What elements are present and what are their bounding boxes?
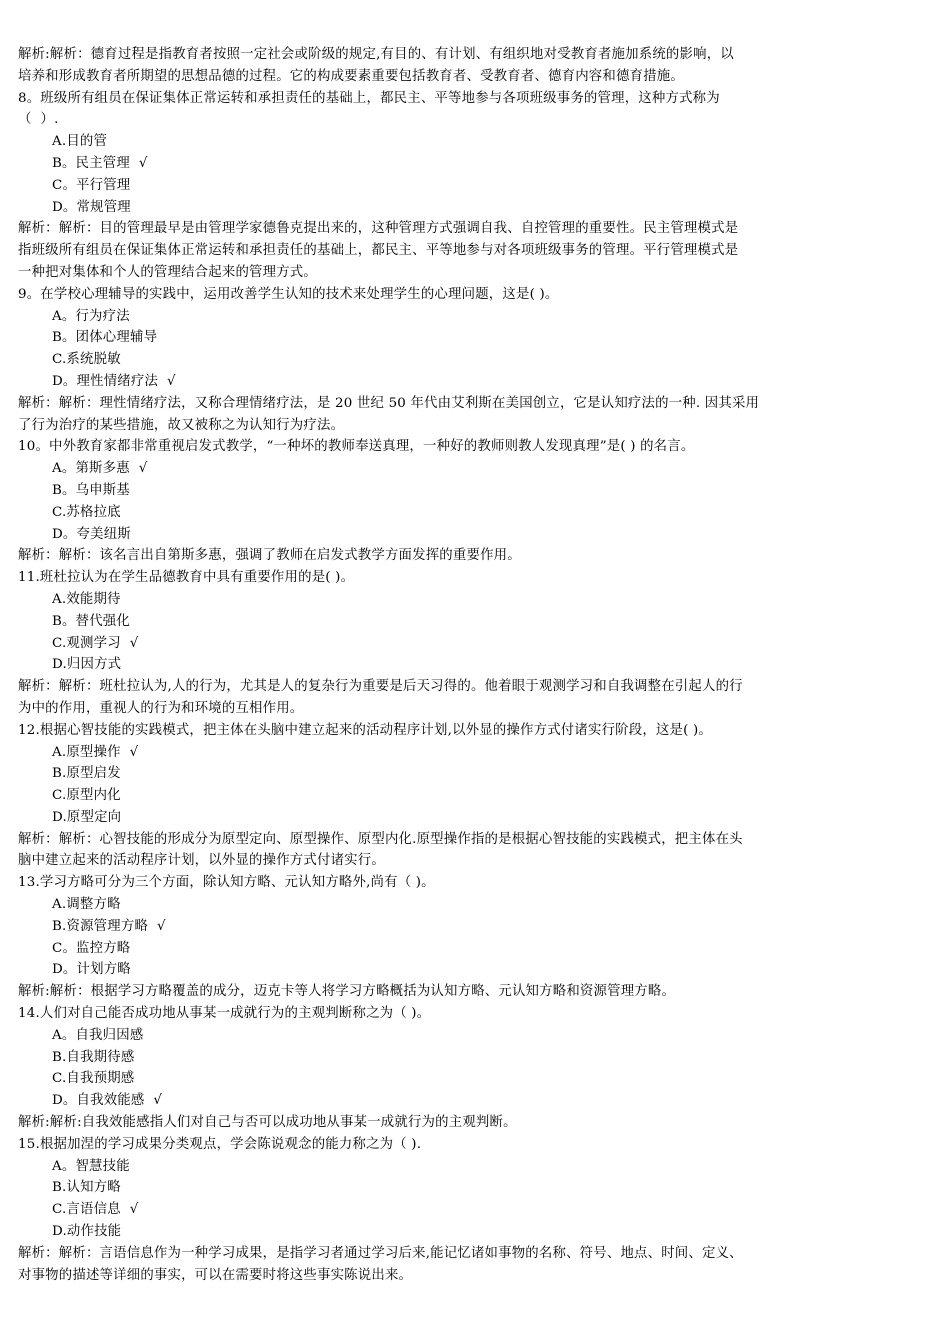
answer-option: C.系统脱敏 <box>52 352 121 368</box>
analysis-text: 培养和形成教育者所期望的思想品德的过程。它的构成要素重要包括教育者、受教育者、德育内容和德育措施。 <box>18 68 684 84</box>
answer-option: A.调整方略 <box>52 897 121 913</box>
analysis-text: 解析：解析：该名言出自第斯多惠，强调了教师在启发式教学方面发挥的重要作用。 <box>18 548 521 564</box>
question-text: 13.学习方略可分为三个方面，除认知方略、元认知方略外,尚有（ )。 <box>18 875 435 891</box>
answer-option: C.原型内化 <box>52 788 121 804</box>
answer-option: B.认知方略 <box>52 1180 121 1196</box>
question-text: 10。中外教育家都非常重视启发式教学，“一种坏的教师奉送真理，一种好的教师则教人发现真理”是( ) 的名言。 <box>18 439 695 455</box>
analysis-text: 解析：解析：心智技能的形成分为原型定向、原型操作、原型内化.原型操作指的是根据心智技能的实践模式，把主体在头 <box>18 831 743 847</box>
answer-option: D。常规管理 <box>52 199 131 215</box>
analysis-text: 为中的作用，重视人的行为和环境的互相作用。 <box>18 700 304 716</box>
answer-option: C.自我预期感 <box>52 1071 135 1087</box>
question-text: 8。班级所有组员在保证集体正常运转和承担责任的基础上，都民主、平等地参与各项班级事务的管理，这种方式称为 <box>18 90 720 106</box>
answer-option: A。第斯多惠 √ <box>52 461 148 477</box>
answer-option: C。平行管理 <box>52 177 131 193</box>
question-text: 9。在学校心理辅导的实践中，运用改善学生认知的技术来处理学生的心理问题，这是( )。 <box>18 286 559 302</box>
answer-option: D。自我效能感 √ <box>52 1093 163 1109</box>
answer-option: D。计划方略 <box>52 962 131 978</box>
analysis-text: 解析：解析：班杜拉认为,人的行为，尤其是人的复杂行为重要是后天习得的。他着眼于观测学习和自我调整在引起人的行 <box>18 679 743 695</box>
question-text: 11.班杜拉认为在学生品德教育中具有重要作用的是( )。 <box>18 570 355 586</box>
answer-option: A.目的管 <box>52 134 108 150</box>
document-body <box>18 44 918 1286</box>
question-text: 12.根据心智技能的实践模式，把主体在头脑中建立起来的活动程序计划,以外显的操作方式付诸实行阶段，这是( )。 <box>18 722 713 738</box>
answer-option: B.自我期待感 <box>52 1049 135 1065</box>
question-text: 15.根据加涅的学习成果分类观点，学会陈说观念的能力称之为（ ). <box>18 1136 422 1152</box>
answer-option: B。替代强化 <box>52 613 130 629</box>
answer-option: C.观测学习 √ <box>52 635 139 651</box>
analysis-text: 了行为治疗的某些措施，故又被称之为认知行为疗法。 <box>18 417 345 433</box>
analysis-text: 一种把对集体和个人的管理结合起来的管理方式。 <box>18 264 317 280</box>
answer-option: A.原型操作 √ <box>52 744 139 760</box>
analysis-text: 解析:解析:自我效能感指人们对自己与否可以成功地从事某一成就行为的主观判断。 <box>18 1115 517 1131</box>
answer-option: A。行为疗法 <box>52 308 130 324</box>
analysis-text: 解析：解析：理性情绪疗法，又称合理情绪疗法，是 20 世纪 50 年代由艾利斯在美国创立，它是认知疗法的一种. 因其采用 <box>18 395 760 411</box>
analysis-text: 指班级所有组员在保证集体正常运转和承担责任的基础上，都民主、平等地参与对各项班级事务的管理。平行管理模式是 <box>18 243 739 259</box>
analysis-text: 脑中建立起来的活动程序计划，以外显的操作方式付诸实行。 <box>18 853 385 869</box>
answer-option: D.动作技能 <box>52 1224 122 1240</box>
answer-option: D.归因方式 <box>52 657 122 673</box>
answer-option: A.效能期待 <box>52 591 121 607</box>
answer-option: B。民主管理 √ <box>52 155 148 171</box>
answer-option: C。监控方略 <box>52 940 131 956</box>
answer-option: D。理性情绪疗法 √ <box>52 373 176 389</box>
question-text: 14.人们对自己能否成功地从事某一成就行为的主观判断称之为（ )。 <box>18 1006 431 1022</box>
answer-option: A。智慧技能 <box>52 1158 130 1174</box>
answer-option: C.言语信息 √ <box>52 1202 139 1218</box>
answer-option: B.原型启发 <box>52 766 121 782</box>
analysis-text: 解析：解析：目的管理最早是由管理学家德鲁克提出来的，这种管理方式强调自我、自控管理的重要性。民主管理模式是 <box>18 221 739 237</box>
answer-option: D。夸美纽斯 <box>52 526 131 542</box>
analysis-text: 对事物的描述等详细的事实，可以在需要时将这些事实陈说出来。 <box>18 1267 413 1283</box>
analysis-text: 解析：解析：言语信息作为一种学习成果，是指学习者通过学习后来,能记忆诸如事物的名称、符号、地点、时间、定义、 <box>18 1245 743 1261</box>
answer-option: B。团体心理辅导 <box>52 330 158 346</box>
analysis-text: 解析:解析：德育过程是指教育者按照一定社会或阶级的规定,有目的、有计划、有组织地对受教育者施加系统的影响，以 <box>18 47 734 62</box>
answer-option: C.苏格拉底 <box>52 504 121 520</box>
answer-option: A。自我归因感 <box>52 1027 144 1043</box>
analysis-text: 解析:解析：根据学习方略覆盖的成分，迈克卡等人将学习方略概括为认知方略、元认知方略和资源管理方略。 <box>18 984 676 1000</box>
question-text: （ ）. <box>18 112 59 128</box>
answer-option: B.资源管理方略 √ <box>52 918 166 934</box>
answer-option: B。乌申斯基 <box>52 482 130 498</box>
answer-option: D.原型定向 <box>52 809 122 825</box>
